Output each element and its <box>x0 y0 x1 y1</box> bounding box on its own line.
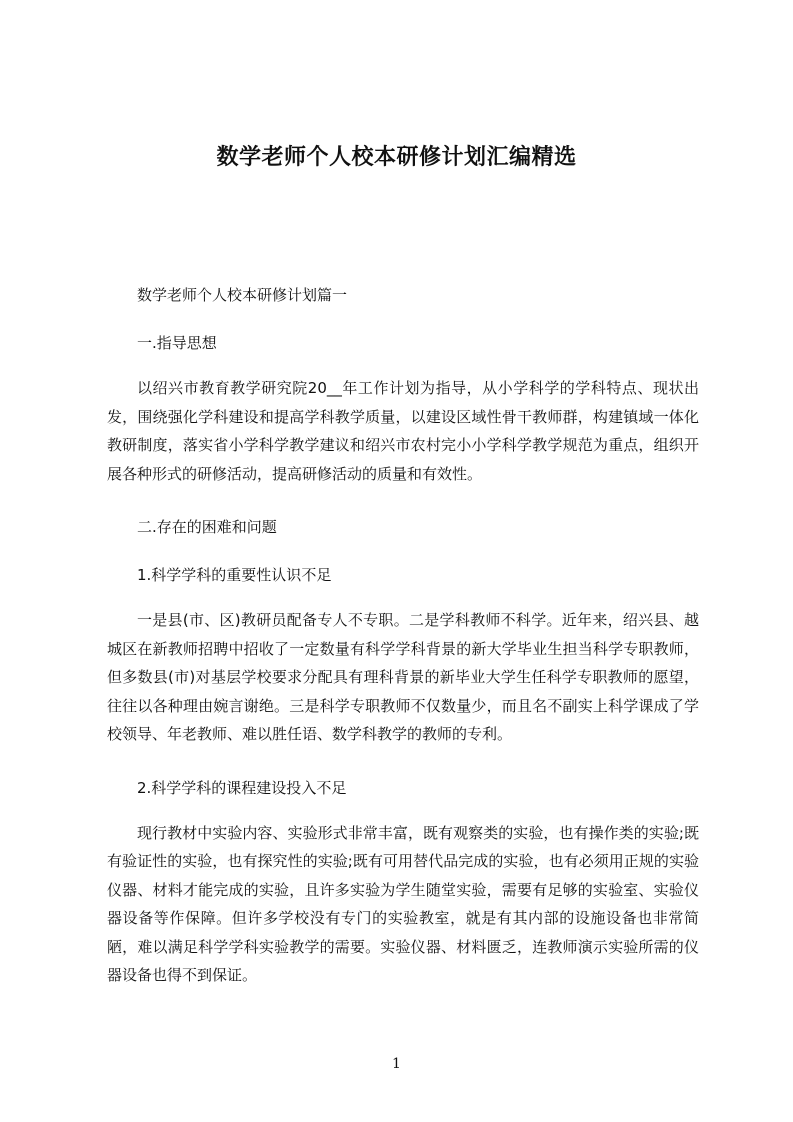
subheading-importance-awareness: 1.科学学科的重要性认识不足 <box>137 566 332 584</box>
paragraph-course-investment: 现行教材中实验内容、实验形式非常丰富，既有观察类的实验，也有操作类的实验;既有验证性的实验，也有探究性的实验;既有可用替代品完成的实验，也有必须用正规的实验仪器、材料才能完成的实验，且许多实验为学生随堂实验，需要有足够的实验室、实验仪器设备等作保障。但许多学校没有专门的实验教室，就是有其内部的设施设备也非常简陋，难以满足科学学科实验教学的需要。实验仪器、材料匮乏，连教师演示实验所需的仪器设备也得不到保证。 <box>107 823 699 984</box>
subheading-course-investment: 2.科学学科的课程建设投入不足 <box>137 778 347 797</box>
page-number: 1 <box>392 1056 401 1072</box>
section-heading-part-one: 数学老师个人校本研修计划篇一 <box>137 286 348 304</box>
document-title: 数学老师个人校本研修计划汇编精选 <box>216 145 577 170</box>
section-heading-difficulties: 二.存在的困难和问题 <box>137 518 277 536</box>
section-heading-guiding-ideology: 一.指导思想 <box>137 334 217 352</box>
paragraph-importance-awareness: 一是县(市、区)教研员配备专人不专职。二是学科教师不科学。近年来，绍兴县、越城区在新教师招聘中招收了一定数量有科学学科背景的新大学毕业生担当科学专职教师，但多数县(市)对基层学校要求分配具有理科背景的新毕业大学生任科学专职教师的愿望，往往以各种理由婉言谢绝。三是科学专职教师不仅数量少，而且名不副实上科学课成了学校领导、年老教师、难以胜任语、数学科教学的教师的专利。 <box>107 611 699 743</box>
paragraph-guiding-ideology: 以绍兴市教育教学研究院20__年工作计划为指导，从小学科学的学科特点、现状出发，围绕强化学科建设和提高学科教学质量，以建设区域性骨干教师群，构建镇域一体化教研制度，落实省小学科学教学建议和绍兴市农村完小小学科学教学规范为重点，组织开展各种形式的研修活动，提高研修活动的质量和有效性。 <box>107 379 699 483</box>
document-body <box>107 284 699 990</box>
